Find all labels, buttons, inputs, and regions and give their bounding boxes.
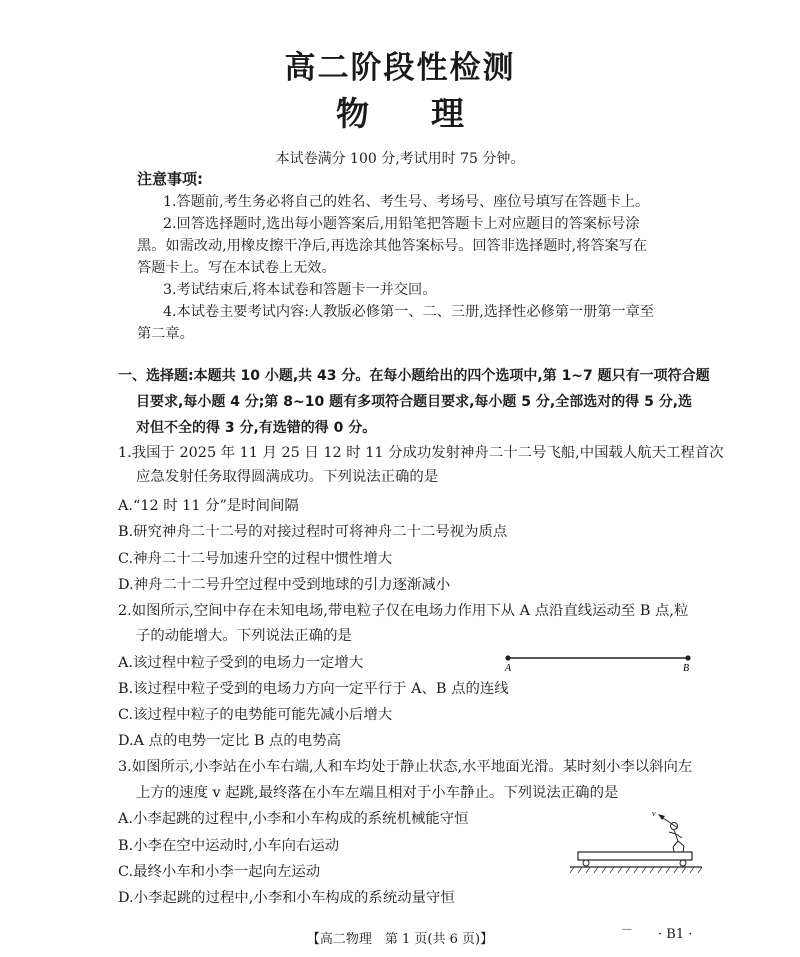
exam-title: 高二阶段性检测 — [284, 50, 516, 86]
notice-line: 答题卡上。写在本试卷上无效。 — [137, 260, 336, 276]
notice-line: 3.考试结束后,将本试卷和答题卡一并交回。 — [163, 282, 437, 298]
section-heading-line: 目要求,每小题 4 分;第 8~10 题有多项符合题目要求,每小题 5 分,全部选对的得 5 分,选 — [136, 394, 693, 410]
q2-option-b: B.该过程中粒子受到的电场力方向一定平行于 A、B 点的连线 — [118, 681, 509, 697]
q1-option-a: A.“12 时 11 分”是时间间隔 — [118, 498, 299, 514]
q2-stem: 2.如图所示,空间中存在未知电场,带电粒子仅在电场力作用下从 A 点沿直线运动至 B 点,粒 — [118, 603, 689, 619]
velocity-label: v — [652, 809, 656, 818]
q2-option-d: D.A 点的电势一定比 B 点的电势高 — [118, 733, 341, 749]
q3-stem: 3.如图所示,小李站在小车右端,人和车均处于静止状态,水平地面光滑。某时刻小李以斜向左 — [118, 759, 693, 775]
subject-title — [0, 88, 800, 135]
notice-line: 4.本试卷主要考试内容:人教版必修第一、二、三册,选择性必修第一册第一章至 — [163, 304, 655, 320]
footer-dash: — — [622, 924, 632, 935]
point-b-label: B — [683, 663, 690, 674]
page-footer: 【高二物理 第 1 页(共 6 页)】 — [306, 932, 494, 947]
notice-line: 第二章。 — [137, 326, 194, 342]
q1-option-c: C.神舟二十二号加速升空的过程中惯性增大 — [118, 551, 393, 567]
notice-heading: 注意事项: — [137, 170, 203, 188]
q1-stem: 1.我国于 2025 年 11 月 25 日 12 时 11 分成功发射神舟二十二号飞船,中国载人航天工程首次 — [118, 445, 724, 461]
exam-info: 本试卷满分 100 分,考试用时 75 分钟。 — [275, 151, 525, 167]
cart-wheel-right — [680, 860, 686, 866]
point-b-dot — [685, 655, 690, 660]
ground-hatching — [570, 867, 702, 873]
q3-figure — [570, 810, 720, 880]
q3-stem: 上方的速度 v 起跳,最终落在小车左端且相对于小车静止。下列说法正确的是 — [136, 785, 619, 801]
section-heading-line: 对但不全的得 3 分,有选错的得 0 分。 — [136, 420, 377, 436]
cart-wheel-left — [583, 860, 589, 866]
paper-code: · B1 · — [658, 927, 693, 942]
q3-option-a: A.小李起跳的过程中,小李和小车构成的系统机械能守恒 — [118, 811, 469, 827]
q2-figure — [500, 650, 700, 674]
q3-option-b: B.小李在空中运动时,小车向右运动 — [118, 838, 340, 854]
q2-option-c: C.该过程中粒子的电势能可能先减小后增大 — [118, 707, 393, 723]
point-a-label: A — [505, 663, 512, 674]
q1-option-b: B.研究神舟二十二号的对接过程时可将神舟二十二号视为质点 — [118, 524, 508, 540]
notice-line: 2.回答选择题时,选出每小题答案后,用铅笔把答题卡上对应题目的答案标号涂 — [163, 216, 640, 232]
point-a-dot — [505, 655, 510, 660]
q2-option-a: A.该过程中粒子受到的电场力一定增大 — [118, 655, 364, 671]
q3-option-d: D.小李起跳的过程中,小李和小车构成的系统动量守恒 — [118, 890, 455, 906]
section-heading-line: 一、选择题:本题共 10 小题,共 43 分。在每小题给出的四个选项中,第 1~7 题只有一项符合题 — [118, 368, 710, 384]
subject-char-right: 理 — [431, 94, 464, 133]
q1-stem: 应急发射任务取得圆满成功。下列说法正确的是 — [136, 469, 439, 485]
q1-option-d: D.神舟二十二号升空过程中受到地球的引力逐渐减小 — [118, 577, 451, 593]
q3-option-c: C.最终小车和小李一起向左运动 — [118, 864, 321, 880]
cart-body — [578, 852, 692, 860]
notice-line: 黑。如需改动,用橡皮擦干净后,再选涂其他答案标号。回答非选择题时,将答案写在 — [137, 238, 648, 254]
notice-line: 1.答题前,考生务必将自己的姓名、考生号、考场号、座位号填写在答题卡上。 — [163, 194, 650, 210]
q2-stem: 子的动能增大。下列说法正确的是 — [136, 628, 352, 644]
subject-char-left: 物 — [336, 94, 369, 133]
